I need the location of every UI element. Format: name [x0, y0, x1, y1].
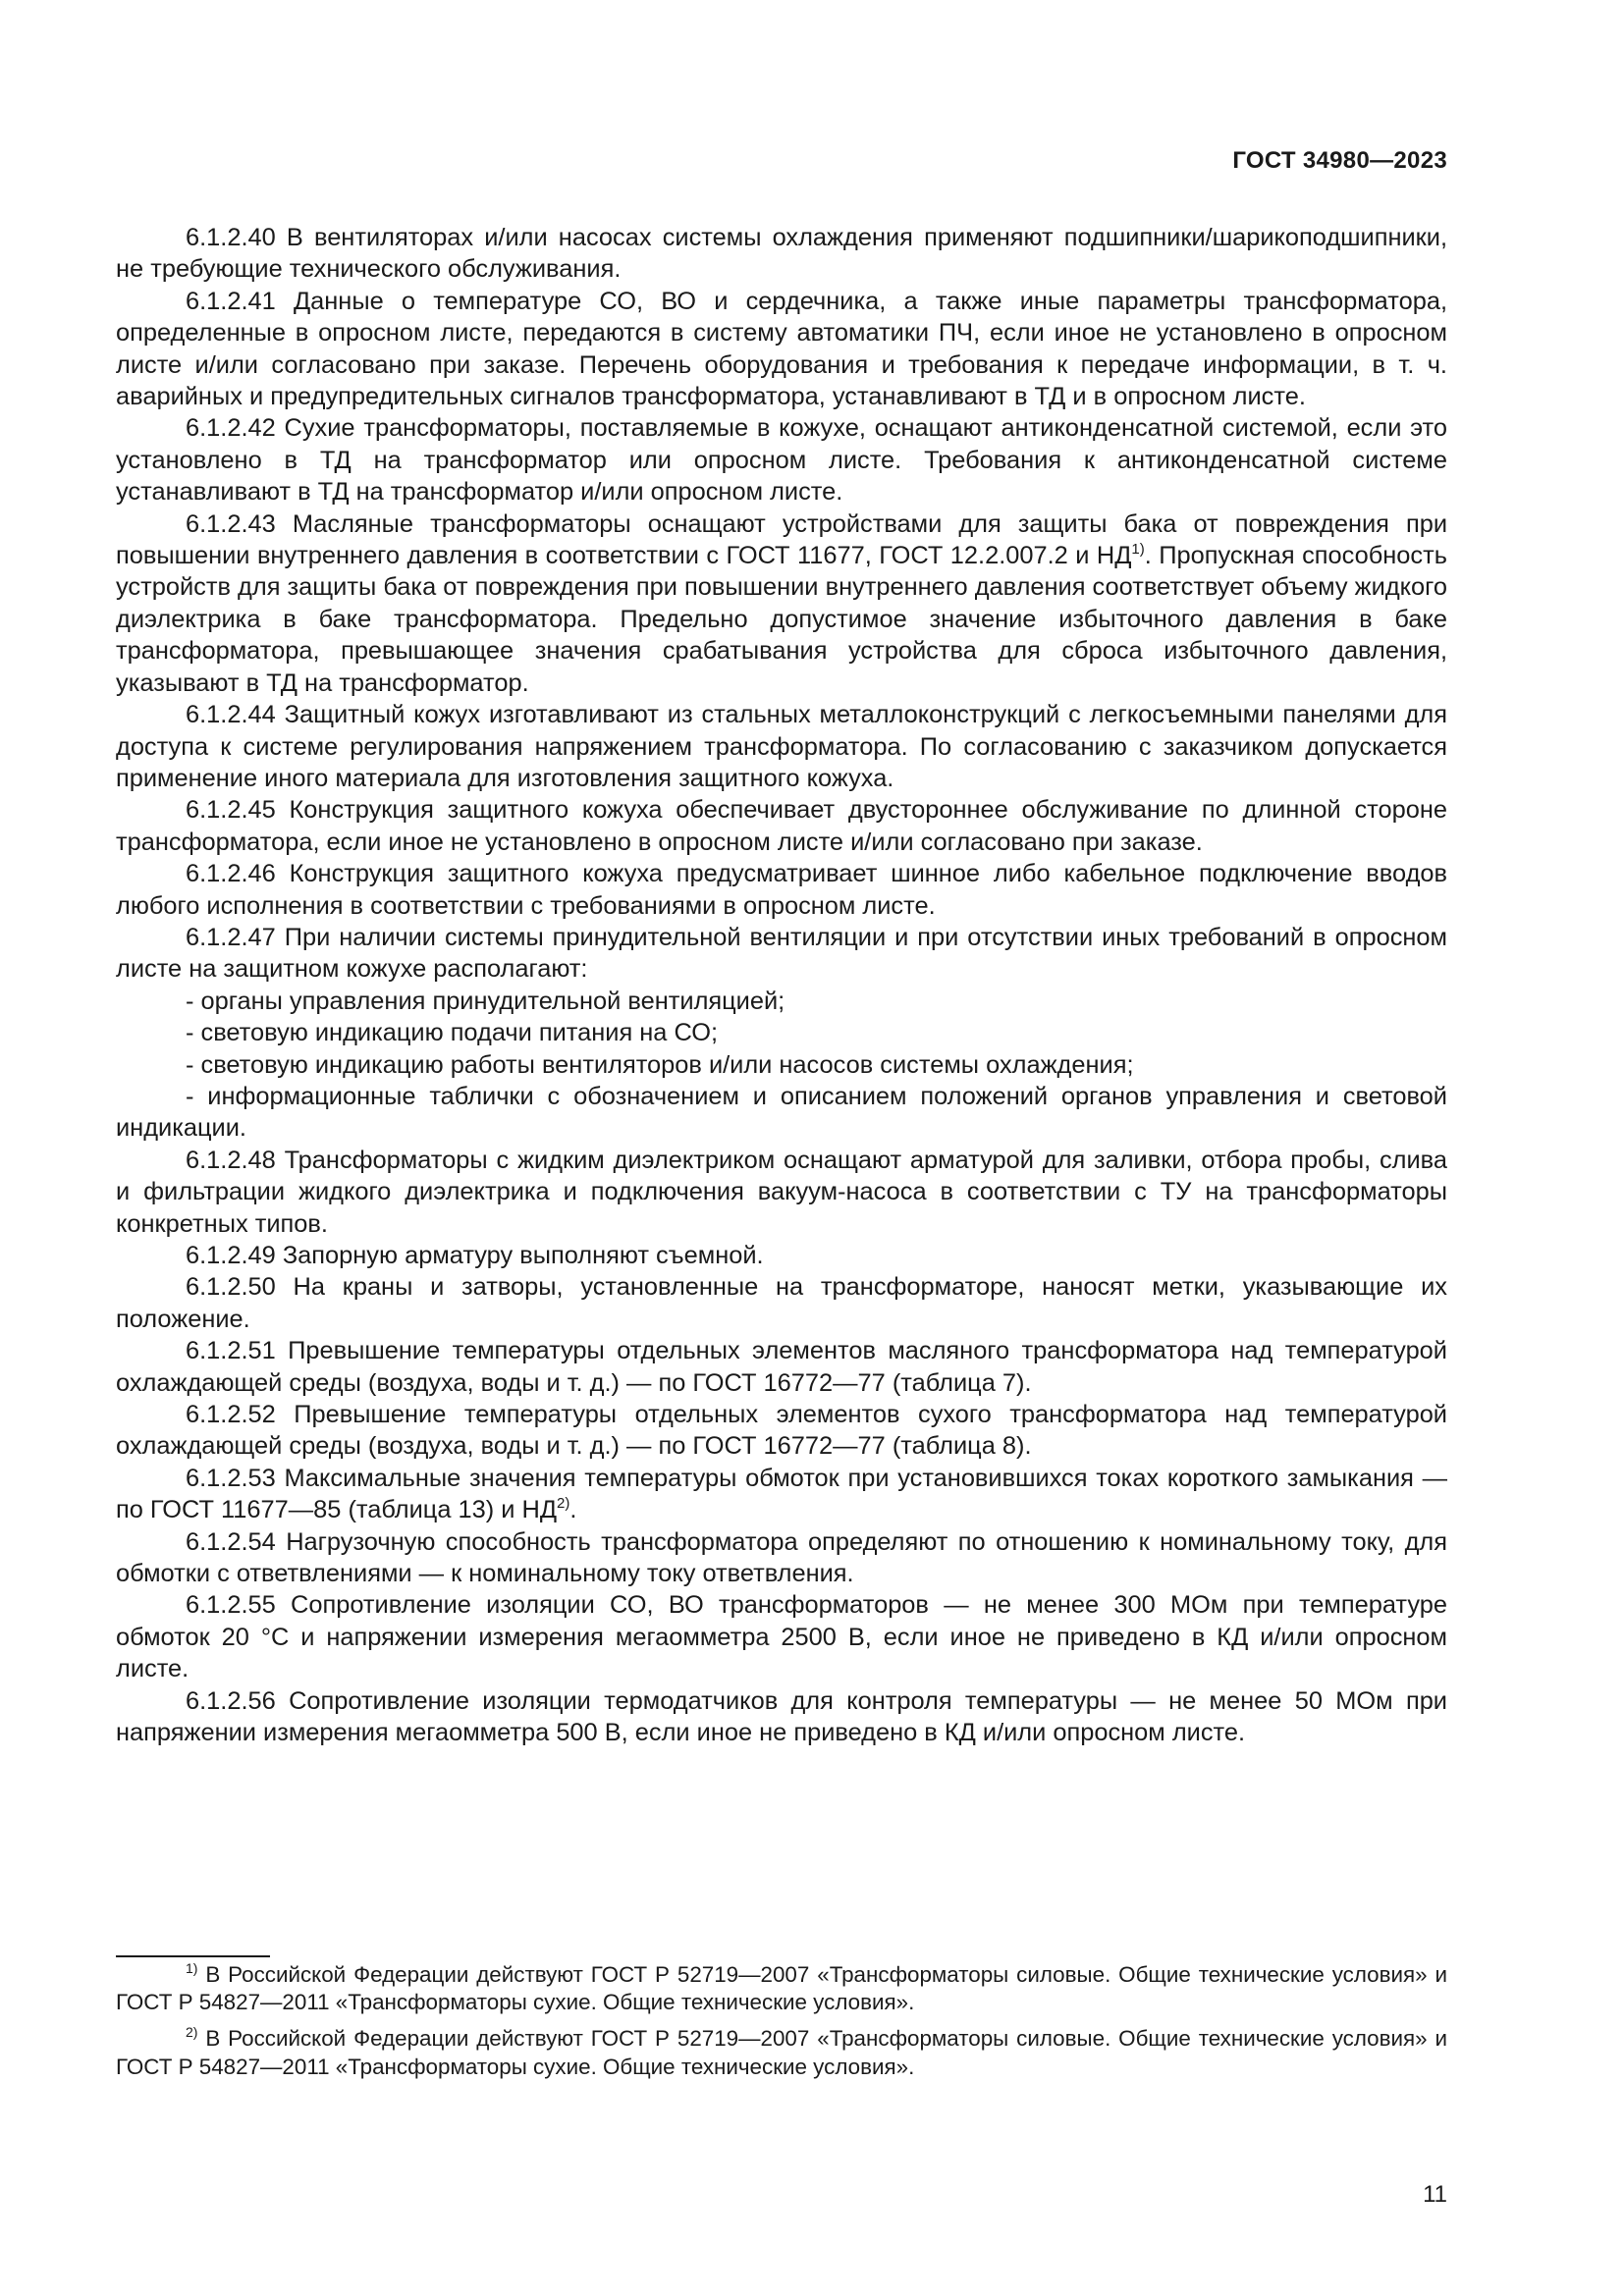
paragraph-6-1-2-55: 6.1.2.55 Сопротивление изоляции СО, ВО трансформаторов — не менее 300 МОм при температуре обмоток 20 °С и напряжении измерения мегаомметра 2500 В, если иное не приведено в КД и/или опросном листе. [116, 1591, 1447, 1683]
paragraph-6-1-2-46: 6.1.2.46 Конструкция защитного кожуха предусматривает шинное либо кабельное подключение вводов любого исполнения в соответствии с требованиями в опросном листе. [116, 860, 1447, 920]
footnote-2 [116, 2025, 1447, 2080]
list-item: - информационные таблички с обозначением и описанием положений органов управления и световой индикации. [116, 1082, 1447, 1143]
footnote-mark: 1) [186, 1960, 198, 1976]
footnote-divider [116, 1955, 270, 1957]
paragraph-6-1-2-40: 6.1.2.40 В вентиляторах и/или насосах системы охлаждения применяют подшипники/шарикоподшипники, не требующие технического обслуживания. [116, 224, 1447, 284]
footnote-1 [116, 1961, 1447, 2016]
list-item: - световую индикацию работы вентиляторов и/или насосов системы охлаждения; [186, 1050, 1134, 1079]
footnotes [116, 1961, 1447, 2090]
paragraph-text: 6.1.2.43 Масляные трансформаторы оснащают устройствами для защиты бака от повреждения при повышении внутреннего давления в соответствии с ГОСТ 11677, ГОСТ 12.2.007.2 и НД [116, 509, 1447, 570]
footnote-ref-1[interactable]: 1) [1131, 541, 1145, 559]
paragraph-text: . [569, 1496, 577, 1524]
main-text [116, 222, 1447, 1749]
footnote-mark: 2) [186, 2024, 198, 2041]
paragraph-6-1-2-48: 6.1.2.48 Трансформаторы с жидким диэлектриком оснащают арматурой для заливки, отбора пробы, слива и фильтрации жидкого диэлектрика и подключения вакуум-насоса в соответствии с ТУ на трансформаторы конкретных типов. [116, 1146, 1447, 1238]
list-item: - органы управления принудительной вентиляцией; [186, 987, 785, 1015]
footnote-ref-2[interactable]: 2) [557, 1495, 570, 1513]
paragraph-6-1-2-49: 6.1.2.49 Запорную арматуру выполняют съемной. [186, 1242, 764, 1269]
paragraph-6-1-2-51: 6.1.2.51 Превышение температуры отдельных элементов масляного трансформатора над температурой охлаждающей среды (воздуха, воды и т. д.) — по ГОСТ 16772—77 (таблица 7). [116, 1337, 1447, 1397]
document-header: ГОСТ 34980—2023 [1232, 147, 1447, 174]
paragraph-6-1-2-45: 6.1.2.45 Конструкция защитного кожуха обеспечивает двустороннее обслуживание по длинной стороне трансформатора, если иное не установлено в опросном листе и/или согласовано при заказе. [116, 796, 1447, 856]
paragraph-6-1-2-50: 6.1.2.50 На краны и затворы, установленные на трансформаторе, наносят метки, указывающие их положение. [116, 1273, 1447, 1333]
footnote-text: В Российской Федерации действуют ГОСТ Р 52719—2007 «Трансформаторы силовые. Общие технические условия» и ГОСТ Р 54827—2011 «Трансформаторы сухие. Общие технические условия». [116, 2026, 1447, 2079]
paragraph-6-1-2-54: 6.1.2.54 Нагрузочную способность трансформатора определяют по отношению к номинальному току, для обмотки с ответвлениями — к номинальному току ответвления. [116, 1527, 1447, 1588]
paragraph-6-1-2-52: 6.1.2.52 Превышение температуры отдельных элементов сухого трансформатора над температурой охлаждающей среды (воздуха, воды и т. д.) — по ГОСТ 16772—77 (таблица 8). [116, 1401, 1447, 1461]
paragraph-6-1-2-44: 6.1.2.44 Защитный кожух изготавливают из стальных металлоконструкций с легкосъемными панелями для доступа к системе регулирования напряжением трансформатора. По согласованию с заказчиком допускается применение иного материала для изготовления защитного кожуха. [116, 701, 1447, 792]
paragraph-text: 6.1.2.53 Максимальные значения температуры обмоток при установившихся токах короткого замыкания — по ГОСТ 11677—85 (таблица 13) и НД [116, 1464, 1447, 1524]
paragraph-6-1-2-43 [116, 508, 1447, 699]
footnote-text: В Российской Федерации действуют ГОСТ Р 52719—2007 «Трансформаторы силовые. Общие технические условия» и ГОСТ Р 54827—2011 «Трансформаторы сухие. Общие технические условия». [116, 1962, 1447, 2015]
paragraph-6-1-2-41: 6.1.2.41 Данные о температуре СО, ВО и сердечника, а также иные параметры трансформатора, определенные в опросном листе, передаются в систему автоматики ПЧ, если иное не установлено в опросном листе и/или согласовано при заказе. Перечень оборудования и требования к передаче информации, в т. ч. аварийных и предупредительных сигналов трансформатора, устанавливают в ТД и в опросном листе. [116, 287, 1447, 411]
paragraph-text: . Пропускная способность устройств для защиты бака от повреждения при повышении внутреннего давления соответствует объему жидкого диэлектрика в баке трансформатора. Предельно допустимое значение избыточного давления в баке трансформатора, превышающее значения срабатывания устройства для сброса избыточного давления, указывают в ТД на трансформатор. [116, 542, 1447, 697]
page-number: 11 [1423, 2181, 1447, 2208]
list-item: - световую индикацию подачи питания на СО; [186, 1019, 719, 1047]
paragraph-6-1-2-42: 6.1.2.42 Сухие трансформаторы, поставляемые в кожухе, оснащают антиконденсатной системой, если это установлено в ТД на трансформатор или опросном листе. Требования к антиконденсатной системе устанавливают в ТД на трансформатор и/или опросном листе. [116, 414, 1447, 507]
paragraph-6-1-2-47: 6.1.2.47 При наличии системы принудительной вентиляции и при отсутствии иных требований в опросном листе на защитном кожухе располагают: [116, 923, 1447, 984]
paragraph-6-1-2-53 [116, 1463, 1447, 1526]
paragraph-6-1-2-56: 6.1.2.56 Сопротивление изоляции термодатчиков для контроля температуры — не менее 50 МОм при напряжении измерения мегаомметра 500 В, если иное не приведено в КД и/или опросном листе. [116, 1686, 1447, 1747]
